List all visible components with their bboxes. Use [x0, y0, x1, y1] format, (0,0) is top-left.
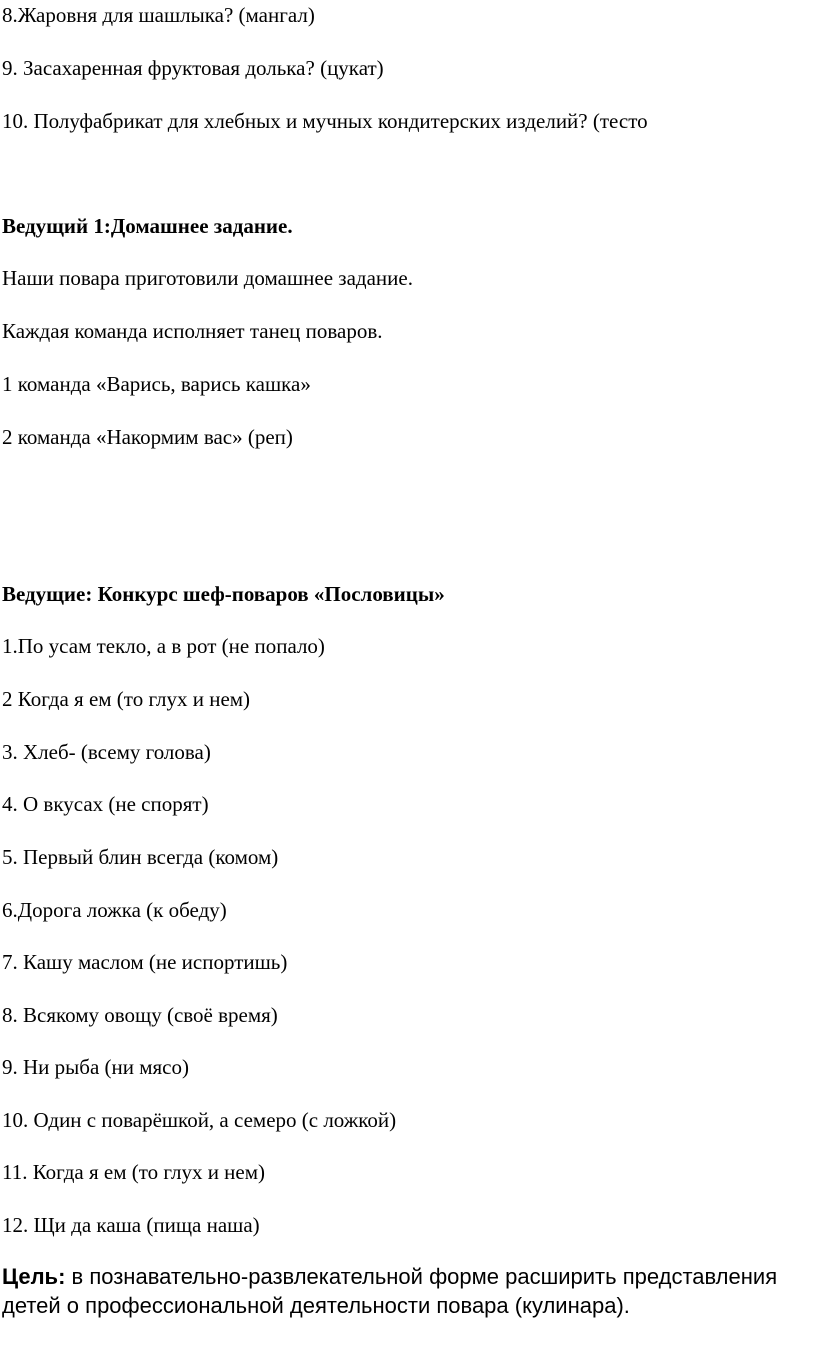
homework-line-1: Наши повара приготовили домашнее задание. [2, 266, 413, 290]
proverb-item: 9. Ни рыба (ни мясо) [2, 1055, 190, 1079]
proverb-item: 4. О вкусах (не спорят) [2, 792, 209, 816]
goal-label: Цель: [2, 1264, 66, 1289]
quiz-item-8: 8.Жаровня для шашлыка? (мангал) [2, 3, 315, 27]
proverb-item: 8. Всякому овощу (своё время) [2, 1003, 278, 1027]
proverb-item: 5. Первый блин всегда (комом) [2, 845, 279, 869]
homework-team-2: 2 команда «Накормим вас» (реп) [2, 425, 293, 449]
proverb-item: 12. Щи да каша (пища наша) [2, 1213, 260, 1237]
quiz-item-10: 10. Полуфабрикат для хлебных и мучных кондитерских изделий? (тесто [2, 109, 648, 133]
proverb-item: 1.По усам текло, а в рот (не попало) [2, 634, 325, 658]
goal-text: в познавательно-развлекательной форме расширить представления детей о профессиональной деятельности повара (кулинара). [2, 1264, 778, 1318]
proverb-item: 3. Хлеб- (всему голова) [2, 740, 211, 764]
proverb-item: 2 Когда я ем (то глух и нем) [2, 687, 251, 711]
proverb-item: 6.Дорога ложка (к обеду) [2, 898, 227, 922]
quiz-item-9: 9. Засахаренная фруктовая долька? (цукат) [2, 56, 384, 80]
goal-paragraph [2, 1262, 792, 1320]
proverb-item: 10. Один с поварёшкой, а семеро (с ложкой) [2, 1108, 397, 1132]
proverbs-heading: Ведущие: Конкурс шеф-поваров «Пословицы» [2, 582, 445, 606]
proverb-item: 7. Кашу маслом (не испортишь) [2, 950, 288, 974]
homework-team-1: 1 команда «Варись, варись кашка» [2, 372, 311, 396]
proverb-item: 11. Когда я ем (то глух и нем) [2, 1160, 266, 1184]
homework-heading: Ведущий 1:Домашнее задание. [2, 214, 293, 238]
homework-line-2: Каждая команда исполняет танец поваров. [2, 319, 383, 343]
